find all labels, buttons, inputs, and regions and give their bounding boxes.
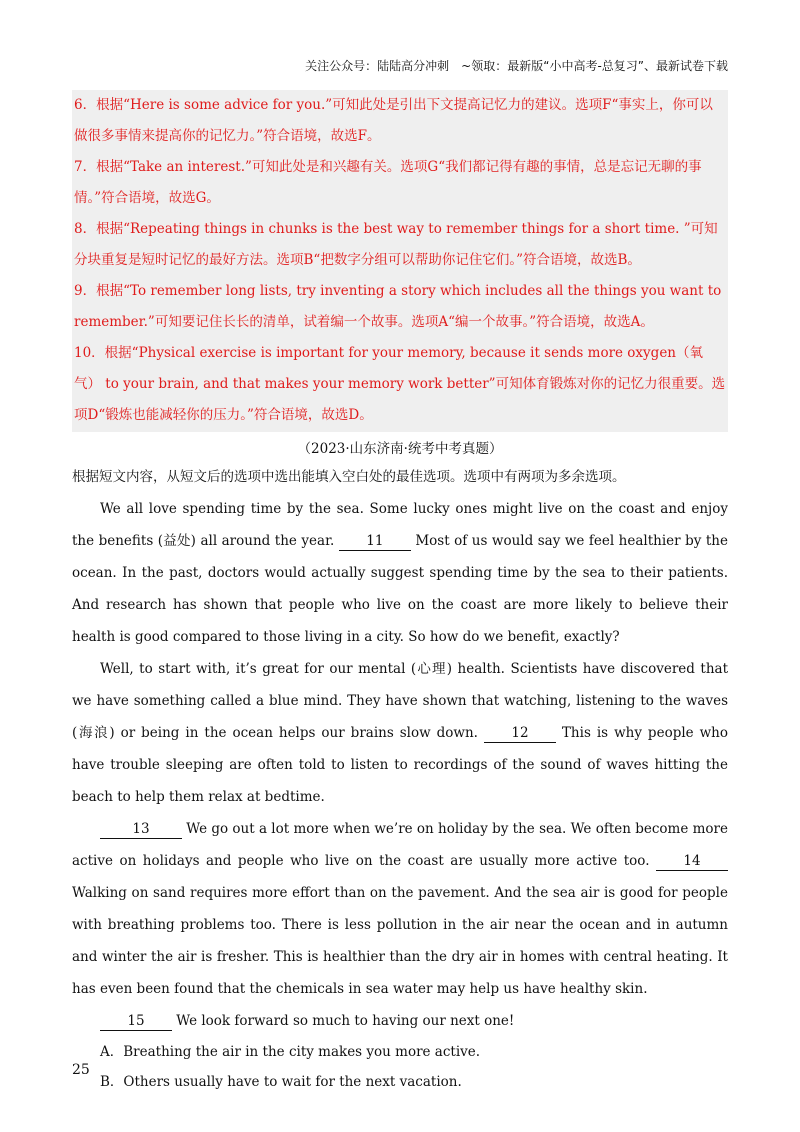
option-b: B．Others usually have to wait for the next vacation.: [100, 1074, 462, 1090]
paragraph-text: This is why people who have trouble sleeping are often told to listen to recordings of the sound of waves hitting the beach to help them relax at bedtime.: [72, 725, 728, 805]
paragraph-text: We go out a lot more when we’re on holiday by the sea. We often become more active on holidays and people who live on the coast are usually more active too.: [72, 821, 728, 869]
paragraph-text: We all love spending time by the sea. Some lucky ones might live on the coast and enjoy the benefits (益处) all around the year.: [72, 501, 728, 549]
paragraph-text: Most of us would say we feel healthier by the ocean. In the past, doctors would actually suggest spending time by the sea to their patients. And research has shown that people who live on the coast are more likely to believe their health is good compared to those living in a city. So how do we benefit, exactly?: [72, 533, 728, 645]
option-a: A．Breathing the air in the city makes you more active.: [100, 1044, 481, 1060]
paragraph-text: Walking on sand requires more effort than on the pavement. And the sea air is good for people with breathing problems too. There is less pollution in the air near the ocean and in autumn and winter the air is fresher. This is healthier than the dry air in homes with central heating. It has even been found that the chemicals in sea water may help us have healthy skin.: [72, 885, 728, 997]
question-source: （2023·山东济南·统考中考真题）: [297, 441, 503, 457]
blank-11[interactable]: 11: [339, 532, 411, 551]
answer-8: 8．根据“Repeating things in chunks is the best way to remember things for a short time. ”可知分块重复是短时记忆的最好方法。选项B“把数字分组可以帮助你记住它们。”符合语境，故选B。: [74, 221, 718, 268]
blank-13[interactable]: 13: [100, 820, 182, 839]
instruction: 根据短文内容，从短文后的选项中选出能填入空白处的最佳选项。选项中有两项为多余选项。: [72, 469, 626, 485]
paragraph-3: [72, 813, 728, 1005]
answer-7: 7．根据“Take an interest.”可知此处是和兴趣有关。选项G“我们都记得有趣的事情，总是忘记无聊的事情。”符合语境，故选G。: [74, 159, 702, 206]
page-number: 25: [72, 1062, 90, 1078]
answer-10: 10．根据“Physical exercise is important for your memory, because it sends more oxygen（氧气） to your brain, and that makes your memory work better”可知体育锻炼对你的记忆力很重要。选项D“锻炼也能减轻你的压力。”符合语境，故选D。: [74, 345, 726, 423]
page-header: 关注公众号：陆陆高分冲刺 ~领取：最新版“小中高考-总复习”、最新试卷下载: [305, 59, 728, 73]
blank-14[interactable]: 14: [656, 852, 728, 871]
paragraph-2: [72, 653, 728, 813]
paragraph-text: Well, to start with, it’s great for our mental (心理) health. Scientists have discovered that we have something called a blue mind. They have shown that watching, listening to the waves (海浪) or being in the ocean helps our brains slow down.: [72, 661, 728, 741]
blank-15[interactable]: 15: [100, 1012, 172, 1031]
answer-6: 6．根据“Here is some advice for you.”可知此处是引出下文提高记忆力的建议。选项F“事实上，你可以做很多事情来提高你的记忆力。”符合语境，故选F。: [74, 97, 713, 144]
passage-section: [72, 461, 728, 1097]
answer-explanations: [72, 90, 728, 432]
paragraph-4: [72, 1005, 728, 1037]
paragraph-1: [72, 493, 728, 653]
blank-12[interactable]: 12: [484, 724, 556, 743]
paragraph-text: We look forward so much to having our next one!: [172, 1013, 515, 1029]
answer-9: 9．根据“To remember long lists, try inventing a story which includes all the things you want to remember.”可知要记住长长的清单，试着编一个故事。选项A“编一个故事。”符合语境，故选A。: [74, 283, 722, 330]
